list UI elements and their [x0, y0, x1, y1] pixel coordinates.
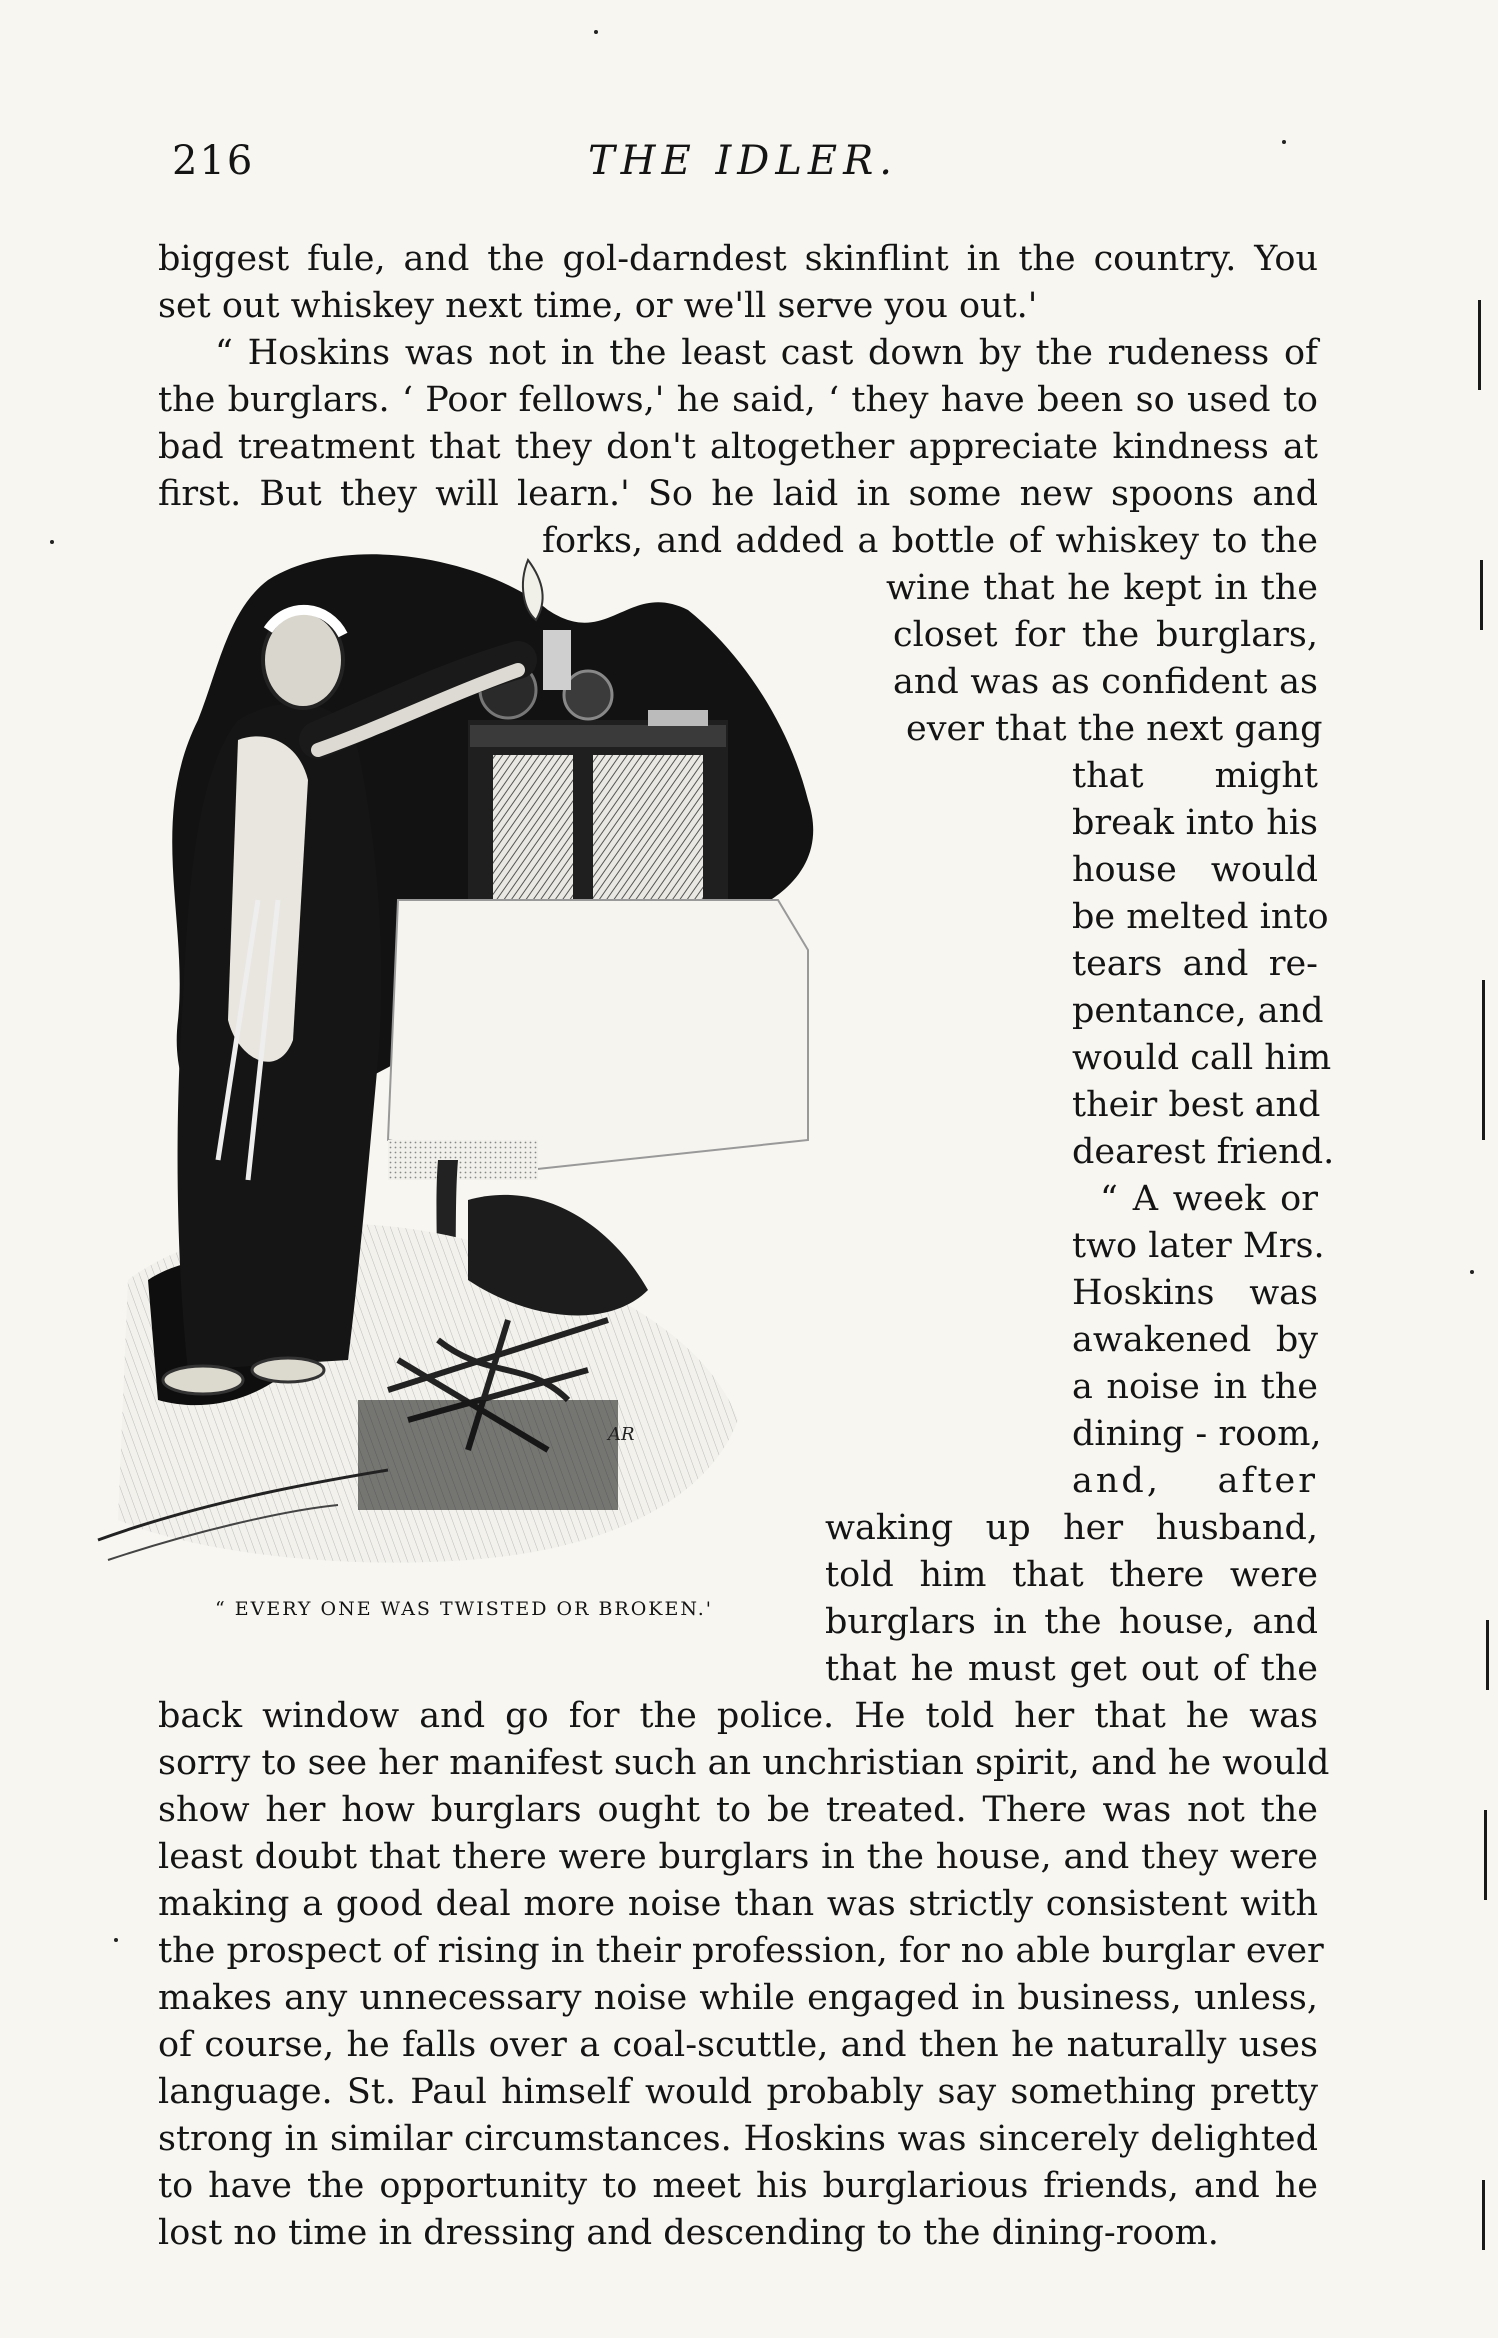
text-line: “ A week or — [1100, 1179, 1318, 1219]
page-number: 216 — [172, 138, 255, 184]
text-line: awakened by — [1072, 1320, 1318, 1360]
scan-edge-mark — [1484, 1810, 1487, 1900]
text-line: tears and re- — [1072, 944, 1318, 984]
text-line: show her how burglars ought to be treated. There was not the — [158, 1790, 1318, 1830]
text-line: dining - room, — [1072, 1414, 1322, 1454]
text-line: making a good deal more noise than was strictly consistent with — [158, 1884, 1318, 1924]
text-line: would call him — [1072, 1038, 1332, 1078]
text-line: lost no time in dressing and descending to the dining-room. — [158, 2213, 1219, 2253]
text-line: waking up her husband, — [825, 1508, 1318, 1548]
text-line: bad treatment that they don't altogether appreciate kindness at — [158, 427, 1318, 467]
text-line: break into his — [1072, 803, 1318, 843]
illustration-caption: “ EVERY ONE WAS TWISTED OR BROKEN.' — [215, 1598, 714, 1620]
text-line: two later Mrs. — [1072, 1226, 1325, 1266]
text-line: and was as confident as — [893, 662, 1318, 702]
text-line: closet for the burglars, — [893, 615, 1318, 655]
engraving-illustration — [88, 520, 998, 1600]
tablecloth — [388, 900, 808, 1170]
text-line: language. St. Paul himself would probably say something pretty — [158, 2072, 1318, 2112]
text-line: their best and — [1072, 1085, 1321, 1125]
text-line: that he must get out of the — [825, 1649, 1318, 1689]
text-line: first. But they will learn.' So he laid in some new spoons and — [158, 474, 1318, 514]
text-line: sorry to see her manifest such an unchristian spirit, and he would — [158, 1743, 1330, 1783]
text-line: makes any unnecessary noise while engaged in business, unless, — [158, 1978, 1318, 2018]
text-line: burglars in the house, and — [825, 1602, 1318, 1642]
text-line: Hoskins was — [1072, 1273, 1318, 1313]
scan-edge-mark — [1478, 300, 1481, 390]
scan-edge-mark — [1480, 560, 1483, 630]
scan-edge-mark — [1486, 1620, 1489, 1690]
text-line: ever that the next gang — [906, 709, 1323, 749]
text-line: wine that he kept in the — [886, 568, 1318, 608]
text-line: be melted into — [1072, 897, 1329, 937]
scan-edge-mark — [1482, 2180, 1485, 2250]
text-line: biggest fule, and the gol-darndest skinflint in the country. You — [158, 239, 1318, 279]
text-line: the prospect of rising in their profession, for no able burglar ever — [158, 1931, 1324, 1971]
text-line: and, after — [1072, 1461, 1318, 1501]
text-line: house would — [1072, 850, 1318, 890]
scan-speck — [1470, 1270, 1474, 1274]
text-line: back window and go for the police. He told her that he was — [158, 1696, 1318, 1736]
text-line: strong in similar circumstances. Hoskins was sincerely delighted — [158, 2119, 1318, 2159]
text-line: of course, he falls over a coal-scuttle, and then he naturally uses — [158, 2025, 1318, 2065]
text-line: forks, and added a bottle of whiskey to the — [542, 521, 1318, 561]
text-line: “ Hoskins was not in the least cast down by the rudeness of — [215, 333, 1318, 373]
running-title: THE IDLER. — [588, 138, 898, 184]
text-line: dearest friend. — [1072, 1132, 1335, 1172]
text-line: a noise in the — [1072, 1367, 1318, 1407]
artist-monogram: AR — [608, 1424, 635, 1445]
text-line: to have the opportunity to meet his burglarious friends, and he — [158, 2166, 1318, 2206]
scan-speck — [1282, 140, 1286, 144]
scan-speck — [594, 30, 598, 34]
scan-speck — [114, 1938, 118, 1942]
text-line: least doubt that there were burglars in the house, and they were — [158, 1837, 1318, 1877]
text-line: that might — [1072, 756, 1318, 796]
running-header — [0, 138, 1498, 198]
scan-speck — [50, 540, 54, 544]
text-line: pentance, and — [1072, 991, 1324, 1031]
text-line: set out whiskey next time, or we'll serve you out.' — [158, 286, 1038, 326]
bare-feet — [163, 1366, 243, 1394]
scan-edge-mark — [1482, 980, 1485, 1140]
text-line: told him that there were — [825, 1555, 1318, 1595]
text-line: the burglars. ‘ Poor fellows,' he said, ‘ they have been so used to — [158, 380, 1318, 420]
